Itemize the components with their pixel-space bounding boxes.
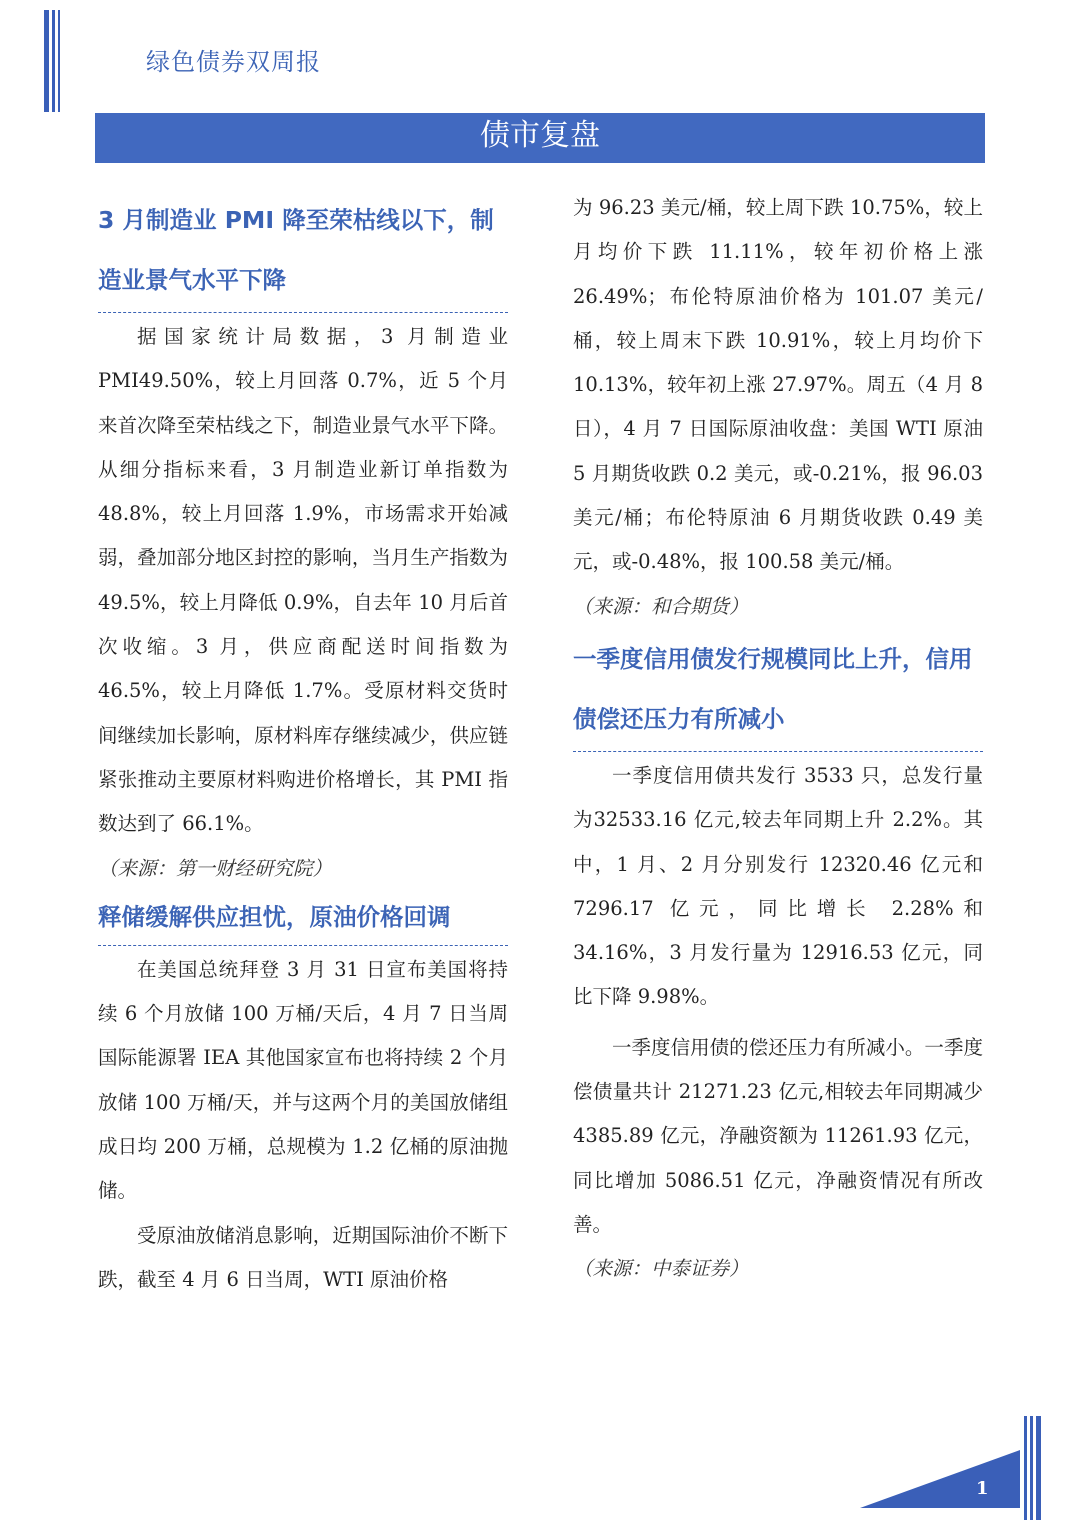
- footer-bar-3: [1036, 1416, 1041, 1520]
- right-column: [573, 186, 983, 1292]
- credit-paragraph-2: 一季度信用债的偿还压力有所减小。一季度偿债量共计 21271.23 亿元,相较去年同期减少 4385.89 亿元，净融资额为 11261.93 亿元，同比增加 5086.51 亿元，净融资情况有所改善。: [573, 1035, 983, 1236]
- page-number: 1: [976, 1478, 989, 1499]
- pmi-paragraph: 据国家统计局数据，3 月制造业PMI49.50%，较上月回落 0.7%，近 5 个月来首次降至荣枯线之下，制造业景气水平下降。从细分指标来看，3 月制造业新订单指数为 48.8%，较上月回落 1.9%，市场需求开始减弱，叠加部分地区封控的影响，当月生产指数为 49.5%，较上月降低 0.9%，自去年 10 月后首次收缩。3 月，供应商配送时间指数为 46.5%，较上月降低 1.7%。受原材料交货时间继续加长影响，原材料库存继续减少，供应链紧张推动主要原材料购进价格增长，其 PMI 指数达到了 66.1%。: [98, 325, 508, 836]
- footer-bar-1: [1024, 1416, 1027, 1520]
- oil-source: （来源：和合期货）: [573, 594, 749, 618]
- oil-paragraph-1: 在美国总统拜登 3 月 31 日宣布美国将持续 6 个月放储 100 万桶/天后，4 月 7 日当周国际能源署 IEA 其他国家宣布也将持续 2 个月放储 100 万桶/天，并与这两个月的美国放储组成日均 200 万桶，总规模为 1.2 亿桶的原油抛储。: [98, 957, 508, 1203]
- pmi-heading: 3 月制造业 PMI 降至荣枯线以下，制造业景气水平下降: [98, 190, 508, 313]
- oil-paragraph-2: 受原油放储消息影响，近期国际油价不断下跌，截至 4 月 6 日当周，WTI 原油价格: [98, 1223, 508, 1291]
- credit-source: （来源：中泰证券）: [573, 1257, 749, 1281]
- footer-bar-2: [1030, 1416, 1033, 1520]
- header-bar-3: [58, 10, 60, 112]
- oil-heading: 释储缓解供应担忧，原油价格回调: [98, 891, 508, 946]
- header-bar-2: [52, 10, 55, 112]
- report-title: 绿色债券双周报: [146, 48, 321, 76]
- left-column: [98, 190, 508, 1302]
- credit-heading: 一季度信用债发行规模同比上升，信用债偿还压力有所减小: [573, 629, 983, 752]
- oil-paragraph-continued: 为 96.23 美元/桶，较上周下跌 10.75%，较上月均价下跌 11.11%，较年初价格上涨 26.49%；布伦特原油价格为 101.07 美元/桶，较上周末下跌 10.91%，较上月均价下 10.13%，较年初上涨 27.97%。周五（4 月 8 日），4 月 7 日国际原油收盘：美国 WTI 原油 5 月期货收跌 0.2 美元，或-0.21%，报 96.03 美元/桶；布伦特原油 6 月期货收跌 0.49 美元，或-0.48%，报 100.58 美元/桶。: [573, 196, 983, 574]
- pmi-source: （来源：第一财经研究院）: [98, 856, 333, 880]
- section-banner: 债市复盘: [95, 113, 985, 163]
- credit-paragraph-1: 一季度信用债共发行 3533 只，总发行量为32533.16 亿元,较去年同期上升 2.2%。其中，1 月、2 月分别发行 12320.46 亿元和7296.17 亿元，同比增长 2.28%和 34.16%，3 月发行量为 12916.53 亿元，同比下降 9.98%。: [573, 763, 983, 1009]
- page-corner-triangle: [860, 1450, 1020, 1508]
- header-bar-1: [44, 10, 49, 112]
